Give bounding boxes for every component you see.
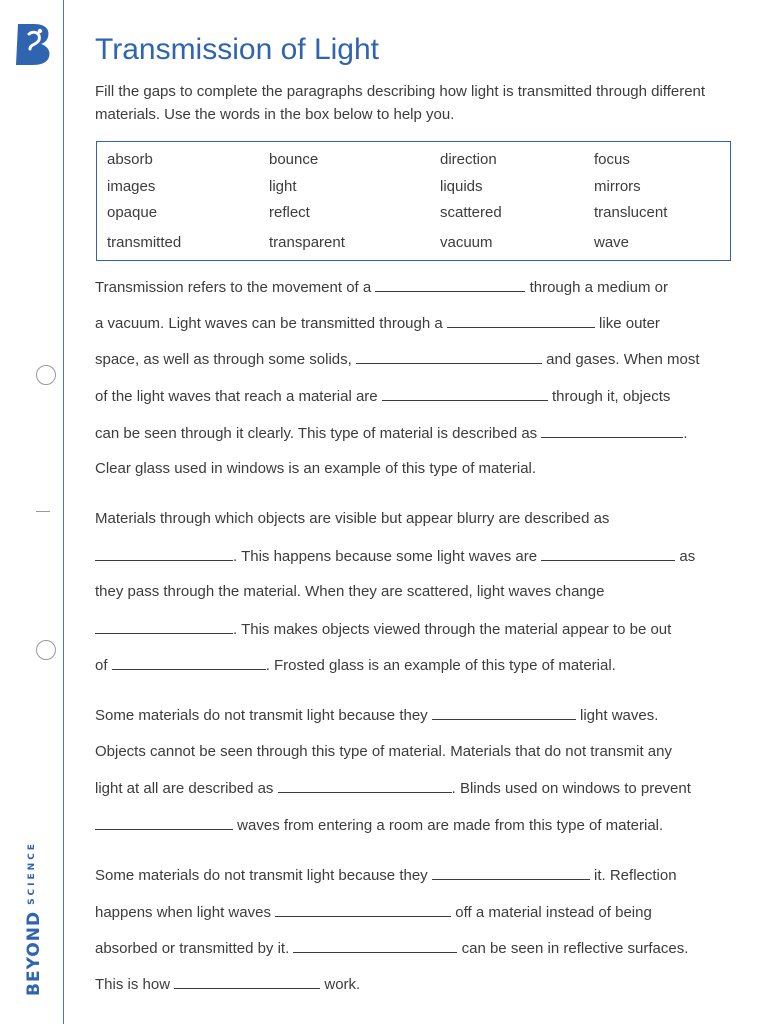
sentence-text: This is how: [95, 976, 171, 993]
paragraph-3-line: [95, 742, 672, 762]
sentence-text: off a material instead of being: [455, 904, 652, 921]
sentence-text: and gases. When most: [546, 351, 700, 368]
sentence-text: space, as well as through some solids,: [95, 351, 352, 368]
word-bank-item: light: [269, 178, 297, 195]
sentence-text: .: [683, 425, 688, 442]
word-bank-item: focus: [594, 151, 630, 168]
word-bank-item: bounce: [269, 151, 319, 168]
beyond-logo-icon: [14, 22, 54, 66]
margin-line: [63, 0, 64, 1024]
sentence-text: of the light waves that reach a material are: [95, 388, 378, 405]
word-bank-item: reflect: [269, 204, 310, 221]
answer-blank[interactable]: [95, 546, 233, 561]
sentence-text: it. Reflection: [594, 867, 677, 884]
sentence-text: through it, objects: [552, 388, 671, 405]
sentence-text: . This makes objects viewed through the material appear to be out: [233, 621, 672, 638]
sentence-text: of: [95, 657, 108, 674]
sentence-text: can be seen through it clearly. This type of material is described as: [95, 425, 538, 442]
sentence-text: a vacuum. Light waves can be transmitted through a: [95, 315, 443, 332]
word-bank-item: translucent: [594, 204, 668, 221]
paragraph-4-line: [95, 902, 652, 923]
paragraph-2-line: [95, 509, 609, 529]
sentence-text: happens when light waves: [95, 904, 271, 921]
word-bank-item: scattered: [440, 204, 502, 221]
answer-blank[interactable]: [382, 386, 548, 401]
sentence-text: they pass through the material. When they are scattered, light waves change: [95, 583, 605, 600]
sentence-text: Some materials do not transmit light because they: [95, 867, 428, 884]
sentence-text: Some materials do not transmit light because they: [95, 707, 428, 724]
answer-blank[interactable]: [112, 655, 266, 670]
brand-main: BEYOND: [24, 910, 44, 996]
answer-blank[interactable]: [356, 349, 542, 364]
sentence-text: light waves.: [580, 707, 659, 724]
sentence-text: Clear glass used in windows is an example of this type of material.: [95, 460, 537, 477]
sentence-text: absorbed or transmitted by it.: [95, 940, 290, 957]
answer-blank[interactable]: [375, 277, 525, 292]
answer-blank[interactable]: [541, 546, 675, 561]
paragraph-2-line: [95, 582, 604, 602]
paragraph-2-line: [95, 546, 695, 567]
answer-blank[interactable]: [278, 778, 452, 793]
answer-blank[interactable]: [275, 902, 451, 917]
sentence-text: work.: [324, 976, 361, 993]
answer-blank[interactable]: [541, 423, 683, 438]
word-bank-item: mirrors: [594, 178, 641, 195]
sentence-text: . Blinds used on windows to prevent: [451, 780, 691, 797]
answer-blank[interactable]: [432, 705, 576, 720]
sentence-text: waves from entering a room are made from this type of material.: [237, 817, 664, 834]
sentence-text: like outer: [599, 315, 660, 332]
paragraph-1-line: [95, 277, 668, 298]
sentence-text: Transmission refers to the movement of a: [95, 279, 372, 296]
word-bank-item: absorb: [107, 151, 153, 168]
paragraph-1-line: [95, 423, 688, 444]
word-bank-item: direction: [440, 151, 497, 168]
answer-blank[interactable]: [432, 865, 590, 880]
brand-sub: SCIENCE: [27, 841, 37, 905]
answer-blank[interactable]: [95, 619, 233, 634]
paragraph-3-line: [95, 705, 658, 726]
paragraph-4-line: [95, 865, 677, 886]
word-bank-item: transparent: [269, 234, 345, 251]
paragraph-3-line: [95, 815, 663, 836]
word-bank-item: images: [107, 178, 156, 195]
sentence-text: can be seen in reflective surfaces.: [461, 940, 689, 957]
brand-wordmark: [24, 841, 44, 996]
instructions: Fill the gaps to complete the paragraphs describing how light is transmitted through different materials. Use the words in the box below to help you.: [95, 83, 706, 123]
paragraph-1-line: [95, 459, 536, 479]
sentence-text: light at all are described as: [95, 780, 274, 797]
word-bank-item: wave: [594, 234, 630, 251]
punch-hole: [36, 640, 56, 660]
sentence-text: through a medium or: [529, 279, 668, 296]
word-bank: [96, 141, 731, 261]
paragraph-1-line: [95, 349, 700, 370]
fold-mark: [36, 511, 50, 512]
answer-blank[interactable]: [293, 938, 457, 953]
page-title: Transmission of Light: [95, 33, 380, 66]
answer-blank[interactable]: [174, 974, 320, 989]
word-bank-item: liquids: [440, 178, 483, 195]
word-bank-item: opaque: [107, 204, 158, 221]
answer-blank[interactable]: [95, 815, 233, 830]
punch-hole: [36, 365, 56, 385]
word-bank-item: vacuum: [440, 234, 493, 251]
paragraph-4-line: [95, 974, 360, 995]
sentence-text: Materials through which objects are visible but appear blurry are described as: [95, 510, 610, 527]
paragraph-1-line: [95, 386, 670, 407]
paragraph-3-line: [95, 778, 691, 799]
paragraph-1-line: [95, 313, 660, 334]
answer-blank[interactable]: [447, 313, 595, 328]
word-bank-item: transmitted: [107, 234, 182, 251]
sentence-text: . This happens because some light waves are: [233, 548, 538, 565]
paragraph-2-line: [95, 619, 671, 640]
sentence-text: as: [679, 548, 696, 565]
paragraph-4-line: [95, 938, 688, 959]
paragraph-2-line: [95, 655, 616, 676]
sentence-text: . Frosted glass is an example of this type of material.: [265, 657, 616, 674]
sentence-text: Objects cannot be seen through this type of material. Materials that do not transmit any: [95, 743, 672, 760]
